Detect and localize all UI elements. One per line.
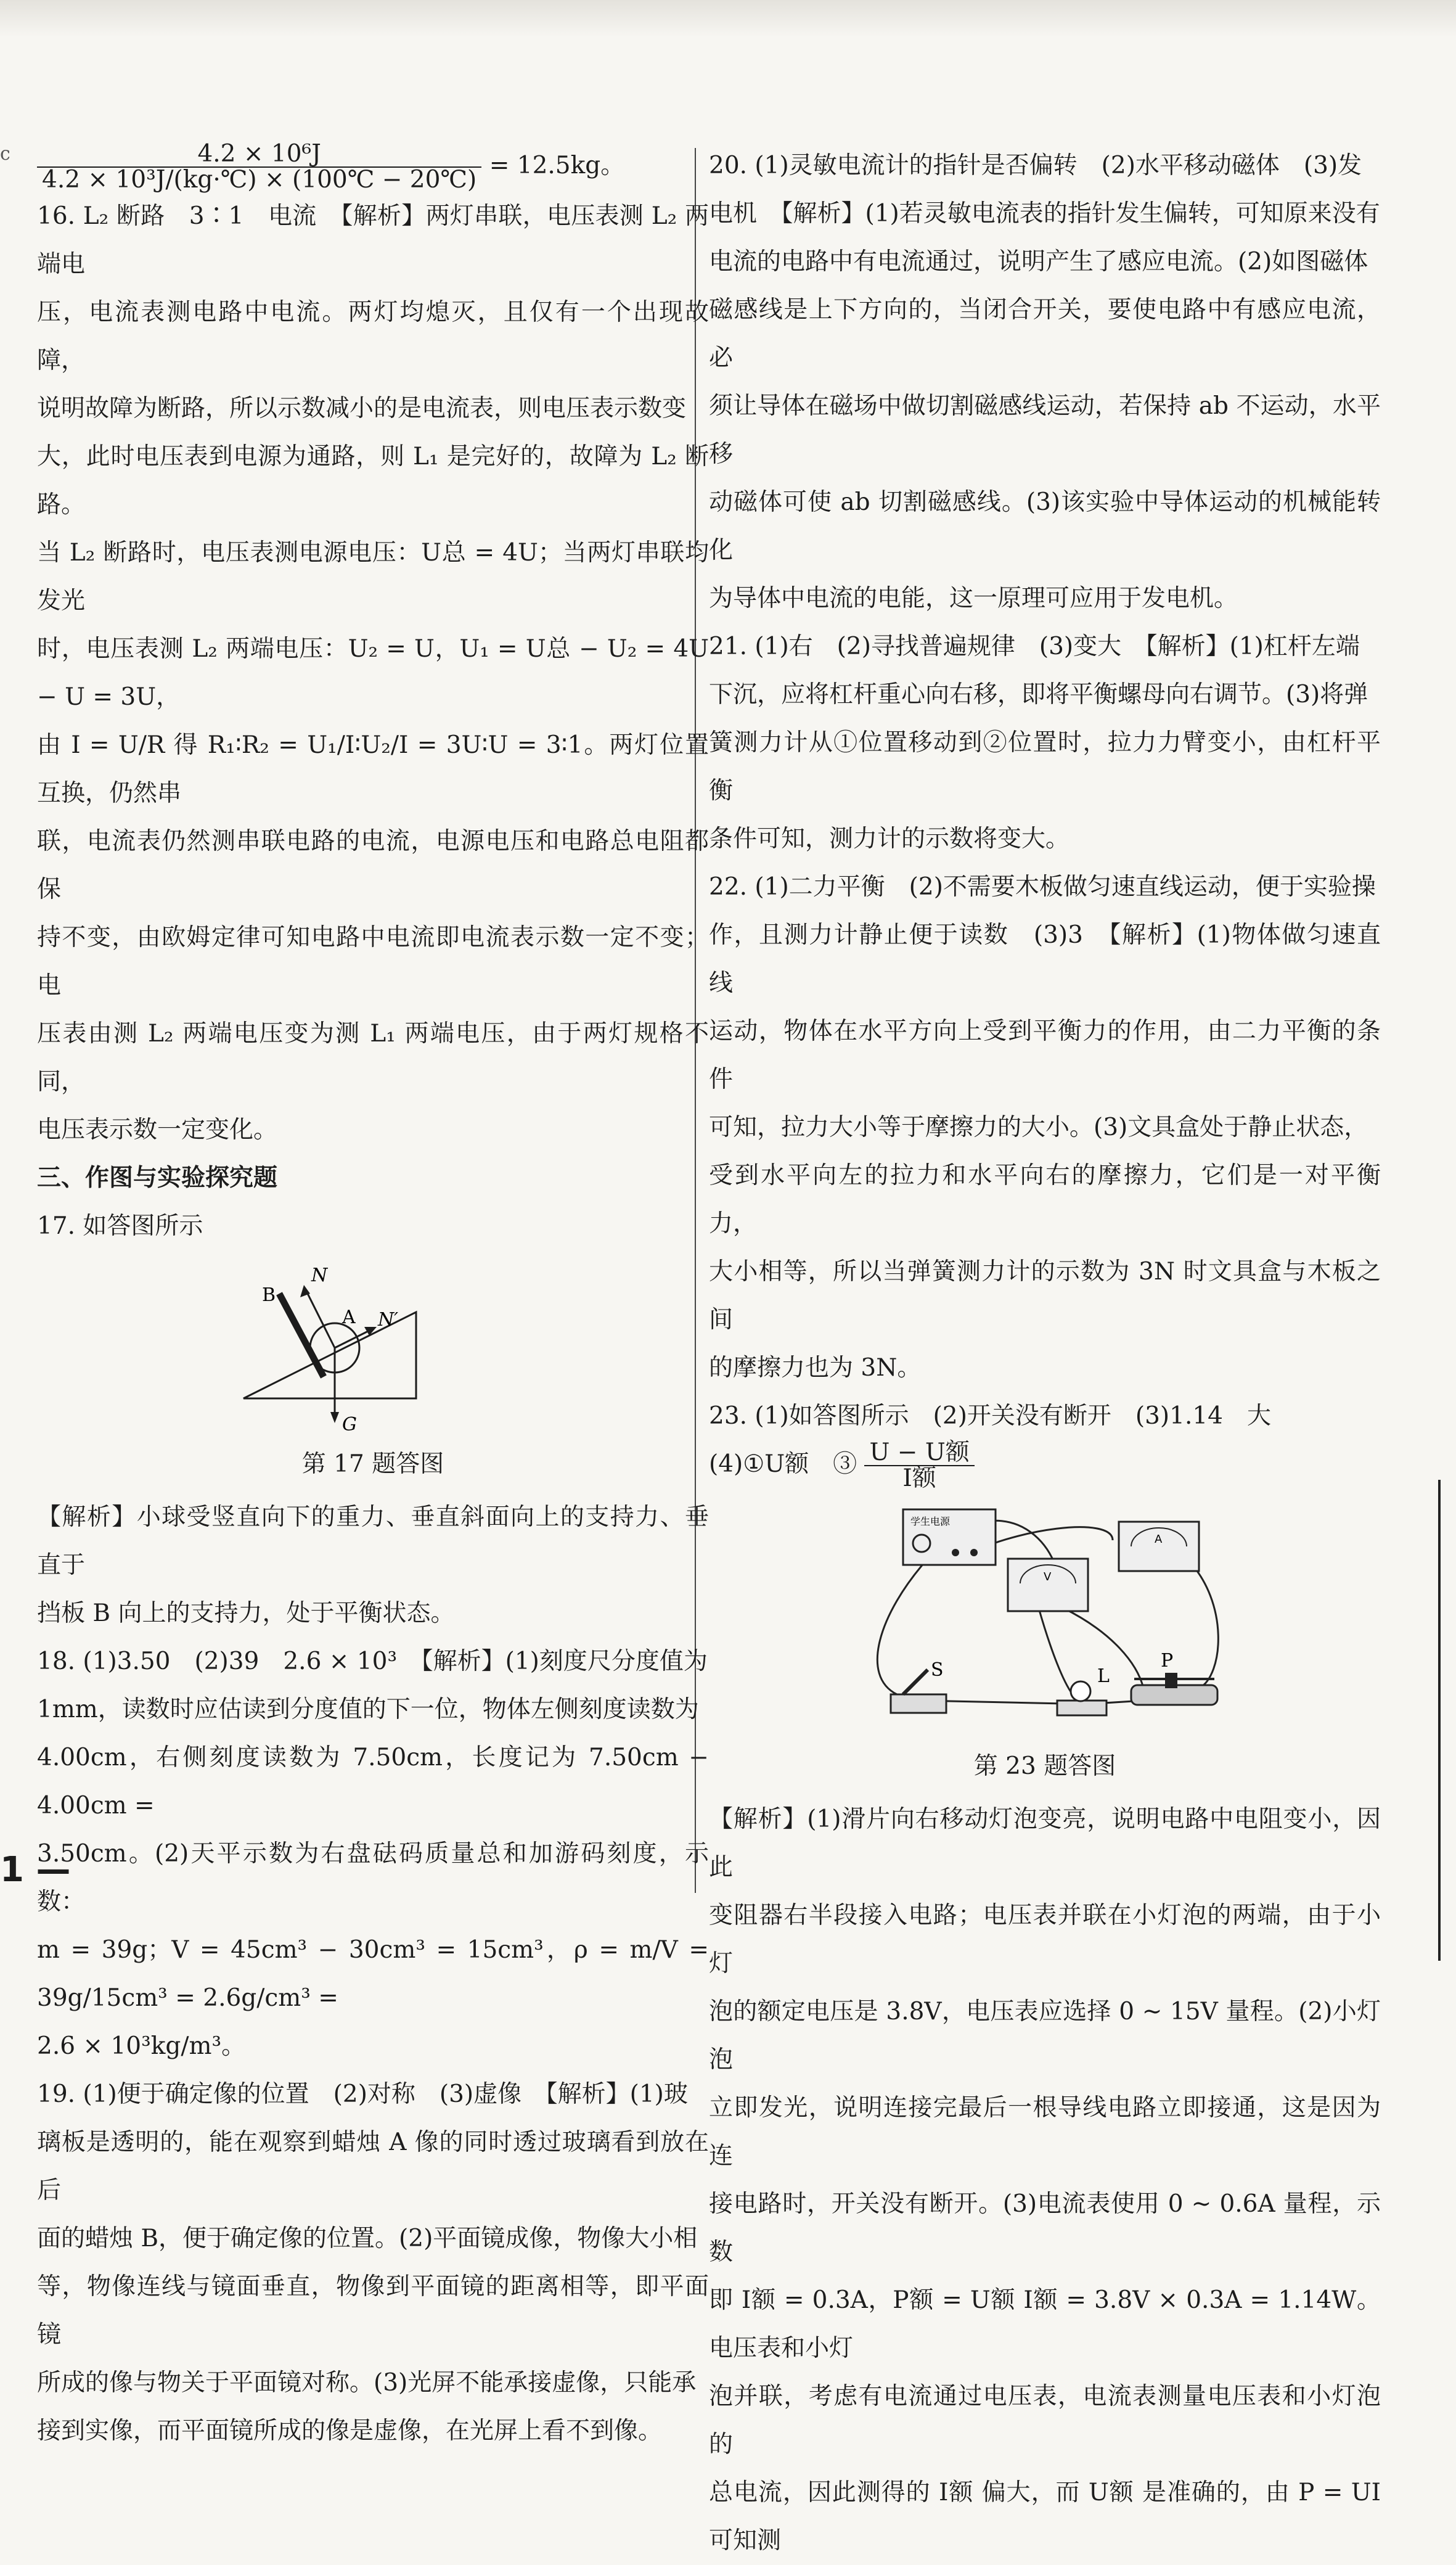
text-line: 运动，物体在水平方向上受到平衡力的作用，由二力平衡的条件 — [709, 1017, 1381, 1093]
q21-answer — [709, 623, 1381, 863]
text-line: 大，此时电压表到电源为通路，则 L₁ 是完好的，故障为 L₂ 断路。 — [37, 443, 709, 519]
voltmeter-label: V — [1044, 1570, 1052, 1583]
figure-17-diagram — [231, 1250, 515, 1435]
text-line: 条件可知，测力计的示数将变大。 — [709, 825, 1070, 853]
lamp-bulb — [1071, 1681, 1090, 1701]
power-terminal — [952, 1549, 959, 1556]
q22-answer — [709, 863, 1381, 1392]
text-line: 变阻器右半段接入电路；电压表并联在小灯泡的两端，由于小灯 — [709, 1902, 1381, 1977]
text-line: 1mm，读数时应估读到分度值的下一位，物体左侧刻度读数为 — [37, 1696, 699, 1723]
text-line: 下沉，应将杠杆重心向右移，即将平衡螺母向右调节。(3)将弹 — [709, 681, 1368, 708]
left-column — [37, 142, 709, 2455]
text-line: 即 I额 = 0.3A，P额 = U额 I额 = 3.8V × 0.3A = 1.14W。电压表和小灯 — [709, 2286, 1381, 2362]
figure-17-caption: 第 17 题答图 — [301, 1450, 444, 1478]
text-line: 等，物像连线与镜面垂直，物像到平面镜的距离相等，即平面镜 — [37, 2273, 709, 2349]
label-n-prime: N′ — [378, 1309, 399, 1331]
text-line: 联，电流表仍然测串联电路的电流，电源电压和电路总电阻都保 — [37, 827, 709, 903]
text-line: 泡的额定电压是 3.8V，电压表应选择 0 ~ 15V 量程。(2)小灯泡 — [709, 1998, 1381, 2074]
text-line: 面的蜡烛 B，便于确定像的位置。(2)平面镜成像，物像大小相 — [37, 2225, 698, 2252]
text-line: 说明故障为断路，所以示数减小的是电流表，则电压表示数变 — [37, 395, 687, 422]
text-line: 为导体中电流的电能，这一原理可应用于发电机。 — [709, 585, 1238, 612]
text-line: 压表由测 L₂ 两端电压变为测 L₁ 两端电压，由于两灯规格不同， — [37, 1020, 709, 1096]
q16-answer — [37, 192, 709, 1154]
label-n: N — [311, 1265, 328, 1286]
q15-fraction-denominator: 4.2 × 10³J/(kg·℃) × (100℃ − 20℃) — [42, 166, 477, 194]
text-line: 16. L₂ 断路 3∶1 电流 【解析】两灯串联，电压表测 L₂ 两端电 — [37, 202, 709, 278]
text-line: 接到实像，而平面镜所成的像是虚像，在光屏上看不到像。 — [37, 2417, 663, 2445]
switch-lever — [903, 1670, 928, 1694]
text-line: 接电路时，开关没有断开。(3)电流表使用 0 ~ 0.6A 量程，示数 — [709, 2190, 1381, 2266]
q16-formula-line: 由 I = U/R 得 R₁∶R₂ = U₁/I∶U₂/I = 3U∶U = 3∶1。两灯位置互换，仍然串 — [37, 731, 709, 807]
text-line: 电流的电路中有电流通过，说明产生了感应电流。(2)如图磁体 — [709, 248, 1368, 276]
scan-edge-line — [1438, 1480, 1441, 1961]
text-line: 时，电压表测 L₂ 两端电压：U₂ = U，U₁ = U总 − U₂ = 4U − U = 3U， — [37, 635, 709, 711]
lamp-label: L — [1097, 1665, 1110, 1687]
text-line: 电压表示数一定变化。 — [37, 1116, 278, 1144]
switch-label: S — [931, 1659, 944, 1681]
text-line: 电机 【解析】(1)若灵敏电流表的指针发生偏转，可知原来没有 — [709, 200, 1380, 228]
power-terminal — [970, 1549, 978, 1556]
q15-result: = 12.5kg。 — [489, 152, 625, 179]
text-line: 须让导体在磁场中做切割磁感线运动，若保持 ab 不运动，水平移 — [709, 392, 1381, 468]
text-line: 当 L₂ 断路时，电压表测电源电压：U总 = 4U；当两灯串联均发光 — [37, 539, 709, 615]
label-g: G — [342, 1414, 357, 1435]
section-heading: 三、作图与实验探究题 — [37, 1164, 278, 1192]
force-g-head — [330, 1412, 339, 1423]
text-line: 压，电流表测电路中电流。两灯均熄灭，且仅有一个出现故障， — [37, 298, 709, 374]
switch-base — [891, 1694, 946, 1713]
text-line: 3.50cm。(2)天平示数为右盘砝码质量总和加游码刻度，示数： — [37, 1840, 709, 1916]
figure-23-caption: 第 23 题答图 — [973, 1752, 1116, 1780]
scan-top-edge — [0, 0, 1456, 37]
voltmeter — [1008, 1559, 1088, 1611]
text-line: 受到水平向左的拉力和水平向右的摩擦力，它们是一对平衡力， — [709, 1162, 1381, 1237]
text-line: 总电流，因此测得的 I额 偏大，而 U额 是准确的，由 P = UI 可知测 — [709, 2479, 1381, 2555]
text-line: 立即发光，说明连接完最后一根导线电路立即接通，这是因为连 — [709, 2094, 1381, 2170]
ammeter-label: A — [1155, 1533, 1163, 1546]
margin-mark: c — [0, 143, 10, 165]
text-line: 璃板是透明的，能在观察到蜡烛 A 像的同时透过玻璃看到放在后 — [37, 2128, 709, 2204]
text-line: 20. (1)灵敏电流计的指针是否偏转 (2)水平移动磁体 (3)发 — [709, 152, 1362, 179]
q23-line-2 — [709, 1440, 1381, 1491]
text-line: 可知，拉力大小等于摩擦力的大小。(3)文具盒处于静止状态， — [709, 1114, 1368, 1141]
text-line: 动磁体可使 ab 切割磁感线。(3)该实验中导体运动的机械能转化 — [709, 488, 1381, 564]
text-line: 19. (1)便于确定像的位置 (2)对称 (3)虚像 【解析】(1)玻 — [37, 2080, 688, 2108]
text-line: 2.6 × 10³kg/m³。 — [37, 2032, 246, 2060]
text-line: 作，且测力计静止便于读数 (3)3 【解析】(1)物体做匀速直线 — [709, 921, 1381, 997]
q17-answer: 17. 如答图所示 — [37, 1212, 203, 1240]
text-line: 持不变，由欧姆定律可知电路中电流即电流表示数一定不变；电 — [37, 924, 709, 999]
q23-analysis — [709, 1796, 1381, 2565]
q15-fraction-line — [37, 142, 709, 192]
q23-fraction-numerator: U − U额 — [864, 1440, 974, 1466]
q23-part4: (4)①U额 ③ — [709, 1450, 857, 1478]
q19-answer — [37, 2070, 709, 2455]
wire — [1039, 1608, 1073, 1694]
text-line: 挡板 B 向上的支持力，处于平衡状态。 — [37, 1599, 455, 1627]
text-line: 簧测力计从①位置移动到②位置时，拉力力臂变小，由杠杆平衡 — [709, 729, 1381, 805]
q15-fraction-numerator: 4.2 × 10⁶J — [37, 142, 481, 168]
figure-23-circuit — [854, 1491, 1236, 1738]
label-b: B — [262, 1284, 276, 1306]
page-number: 1 — — [0, 1850, 71, 1890]
label-a: A — [342, 1307, 356, 1328]
text-line: 的摩擦力也为 3N。 — [709, 1354, 922, 1382]
text-line: 18. (1)3.50 (2)39 2.6 × 10³ 【解析】(1)刻度尺分度值为 — [37, 1648, 708, 1675]
power-supply-label: 学生电源 — [910, 1516, 951, 1527]
text-line: 磁感线是上下方向的，当闭合开关，要使电路中有感应电流，必 — [709, 296, 1381, 372]
q23-fraction-denominator: I额 — [902, 1464, 936, 1492]
q15-fraction — [37, 142, 481, 192]
text-line: 4.00cm，右侧刻度读数为 7.50cm，长度记为 7.50cm − 4.00cm = — [37, 1744, 709, 1820]
text-line: 所成的像与物关于平面镜对称。(3)光屏不能承接虚像，只能承 — [37, 2369, 697, 2397]
q17-analysis — [37, 1493, 709, 1638]
text-line: m = 39g；V = 45cm³ − 30cm³ = 15cm³，ρ = m/V = 39g/15cm³ = 2.6g/cm³ = — [37, 1936, 709, 2012]
q18-answer — [37, 1638, 709, 2070]
lamp-base — [1057, 1701, 1106, 1715]
force-n-arrow — [305, 1289, 335, 1348]
wire — [1187, 1559, 1218, 1688]
text-line: 【解析】小球受竖直向下的重力、垂直斜面向上的支持力、垂直于 — [37, 1503, 709, 1579]
q23-line-1: 23. (1)如答图所示 (2)开关没有断开 (3)1.14 大 — [709, 1402, 1271, 1430]
q20-answer — [709, 142, 1381, 623]
right-column — [709, 142, 1381, 2565]
text-line: 22. (1)二力平衡 (2)不需要木板做匀速直线运动，便于实验操 — [709, 873, 1376, 901]
rheostat-label: P — [1161, 1650, 1174, 1672]
q23-fraction — [864, 1440, 974, 1491]
text-line: 【解析】(1)滑片向右移动灯泡变亮，说明电路中电阻变小，因此 — [709, 1805, 1381, 1881]
text-line: 大小相等，所以当弹簧测力计的示数为 3N 时文具盒与木板之间 — [709, 1258, 1381, 1334]
text-line: 21. (1)右 (2)寻找普遍规律 (3)变大 【解析】(1)杠杆左端 — [709, 633, 1360, 660]
wire — [877, 1559, 928, 1694]
text-line: 泡并联，考虑有电流通过电压表，电流表测量电压表和小灯泡的 — [709, 2382, 1381, 2458]
rheostat-slider — [1165, 1673, 1177, 1688]
